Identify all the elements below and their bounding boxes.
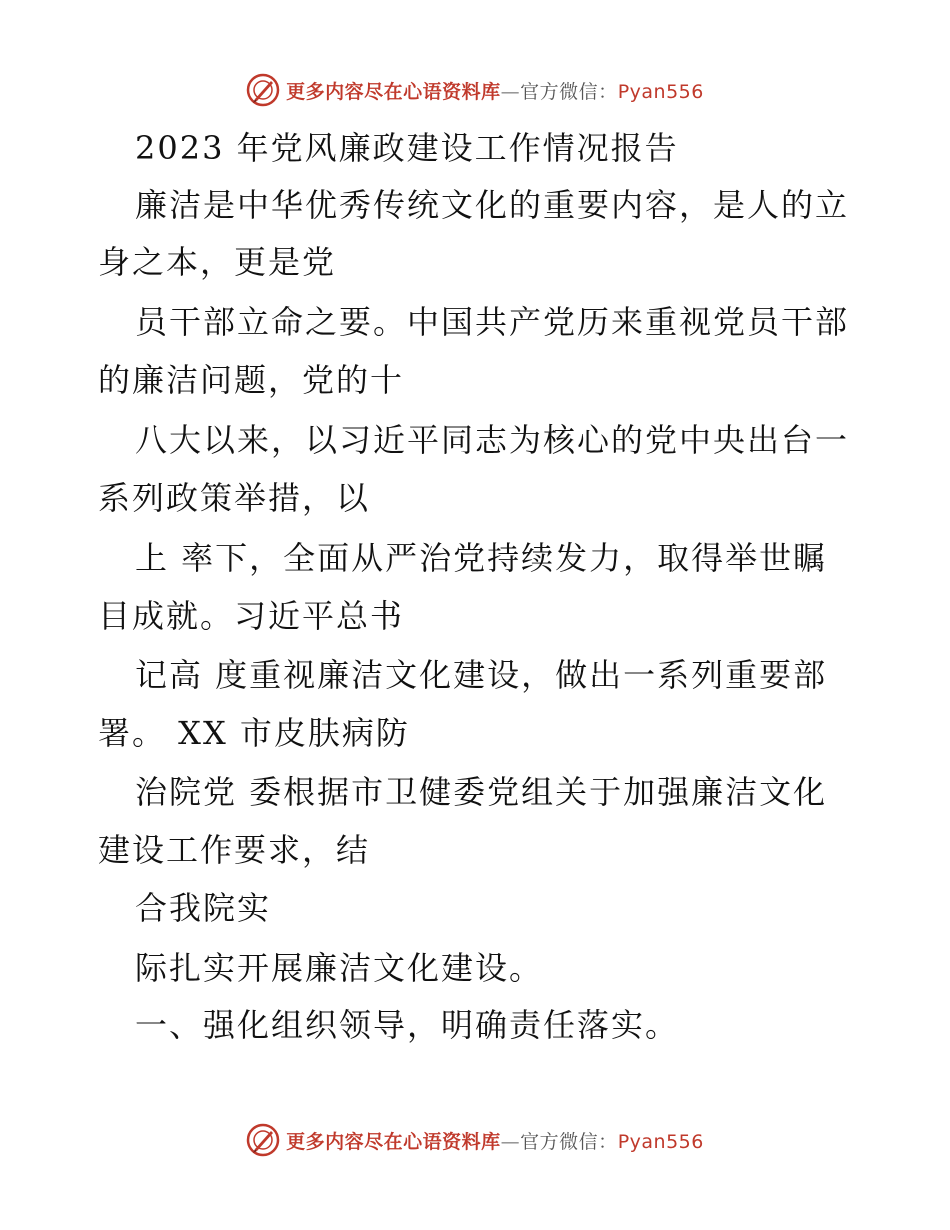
header-banner <box>0 70 950 110</box>
text-line: 员干部立命之要。中国共产党历来重视党员干部 <box>135 303 850 341</box>
text-line: 八大以来，以习近平同志为核心的党中央出台一 <box>135 421 850 459</box>
banner-wechat-id: Pyan556 <box>617 1130 704 1153</box>
text-line: 记高 度重视廉洁文化建设，做出一系列重要部 <box>135 656 828 694</box>
banner-wechat-label: 官方微信： <box>520 1130 618 1153</box>
text-line: 目成就。习近平总书 <box>98 597 405 635</box>
text-line: 系列政策举措，以 <box>98 479 371 517</box>
banner-lead: 更多内容尽在心语资料库 <box>286 1130 501 1153</box>
text-line: 廉洁是中华优秀传统文化的重要内容，是人的立 <box>135 186 850 224</box>
text-line: 建设工作要求，结 <box>98 831 371 869</box>
text-line: 上 率下，全面从严治党持续发力，取得举世瞩 <box>135 539 828 577</box>
text-line: 署。 XX 市皮肤病防 <box>98 714 410 752</box>
text-line: 合我院实 <box>135 889 272 927</box>
banner-text <box>286 1127 704 1154</box>
logo-icon <box>246 1123 280 1157</box>
banner-lead: 更多内容尽在心语资料库 <box>286 80 501 103</box>
section-heading: 一、强化组织领导，明确责任落实。 <box>135 1006 680 1044</box>
banner-wechat-id: Pyan556 <box>617 80 704 103</box>
banner-wechat-label: 官方微信： <box>520 80 618 103</box>
banner-text <box>286 77 704 104</box>
banner-dash: — <box>500 1130 521 1153</box>
text-line: 的廉洁问题，党的十 <box>98 361 405 399</box>
document-title: 2023 年党风廉政建设工作情况报告 <box>135 129 679 167</box>
banner-dash: — <box>500 80 521 103</box>
text-line: 治院党 委根据市卫健委党组关于加强廉洁文化 <box>135 773 828 811</box>
text-line: 身之本，更是党 <box>98 243 337 281</box>
text-line: 际扎实开展廉洁文化建设。 <box>135 949 544 987</box>
footer-banner <box>0 1120 950 1160</box>
logo-icon <box>246 73 280 107</box>
